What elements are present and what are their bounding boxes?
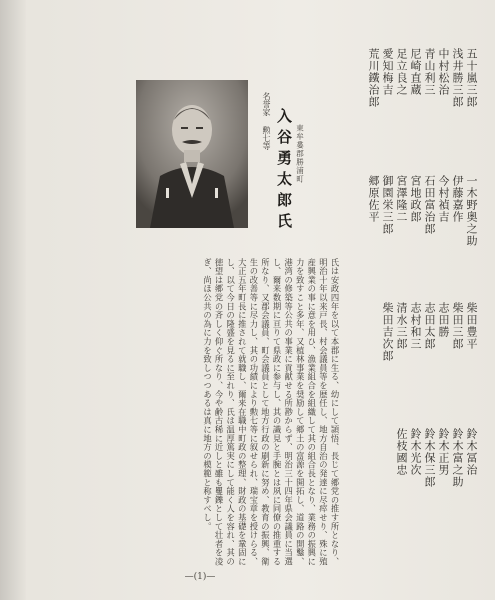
profile-title: 名誉家 [262,92,271,116]
roster-name: 鈴木正男 [437,428,450,476]
roster-name: 清水三郎 [395,302,408,350]
roster-name: 志村和三 [409,302,422,350]
biography-text: 氏は安政四年を以て本郡に生る、幼にして頴悟、長じて郷党の推す所となり、明治十年以来戸長、村会議員等を歴任し、地方自治の発達に尽瘁せり、殊に殖産興業の事に意を用ひ、漁業組合を組織して其の組合長となり、業務の振興に力を致すこと多年、又植林事業を奨励して郷土の富源を開拓し、道路の開鑿、港湾の修築等公共の事業に貢献せる所尠からず、明治三十四年県会議員に当選し、爾来数期に亘りて県政に参与し、其の識見と手腕とは夙に同僚の推重する所なり、又郡会議員、町会議員として地方行政の刷新に努め、教育の振興、衛生の改善等に尽力し、其の功績により勲七等に叙せられ、瑞宝章を授けらる、大正五年町長に推されて就職し、爾来在職中町政の整理、財政の基礎を鞏固にし、以て今日の隆盛を見るに至れり、氏は温厚篤実にして能く人を容れ、其の徳望は郷党の斉しく仰ぐ所なり、今や齢古稀に近しと雖も矍鑠として壮者を凌ぎ、尚ほ公共の為に力を致しつつあるは真に地方の模範と称すべし。 [202,258,340,566]
roster-name: 五十嵐三郎 [465,48,478,108]
profile-name: 入谷勇太郎氏 [275,108,293,234]
portrait-photo [136,80,248,228]
profile-address: 東牟婁郡勝浦町 [295,124,305,184]
roster-name: 鈴木光次 [409,428,422,476]
roster-name: 青山利三 [423,48,436,96]
roster-name: 宮地政郎 [409,175,422,223]
roster-name: 中村松治 [437,48,450,96]
roster-name: 宮澤隆二 [395,175,408,223]
roster-name: 鈴木保三郎 [423,428,436,488]
roster-name: 今村禎吉 [437,175,450,223]
roster-name: 佐枝國忠 [395,428,408,476]
roster-name: 御園栄三郎 [381,175,394,235]
roster-name: 荒川鐵治郎 [367,48,380,108]
roster-name: 柴田三郎 [451,302,464,350]
roster-name: 一木野奥之助 [465,175,478,247]
roster-name: 志田勝 [437,302,450,338]
roster-name: 伊藤嘉作 [451,175,464,223]
roster-name: 郷原佐平 [367,175,380,223]
roster-name: 志田太郎 [423,302,436,350]
roster-name: 足立良之 [395,48,408,96]
roster-name: 柴田吉次郎 [381,302,394,362]
profile-rank: 勲七等 [262,126,271,150]
roster-name: 浅井勝三郎 [451,48,464,108]
roster-name: 鈴木冨治 [465,428,478,476]
roster-name: 鈴木富之助 [451,428,464,488]
roster-name: 尼崎直蔵 [409,48,422,96]
portrait-figure-icon [136,80,248,228]
page-number: —(1)— [184,572,216,582]
roster-name: 愛知梅吉 [381,48,394,96]
page-gutter-shadow [0,0,26,600]
roster-name: 石田富治郎 [423,175,436,235]
roster-name: 柴田豊平 [465,302,478,350]
